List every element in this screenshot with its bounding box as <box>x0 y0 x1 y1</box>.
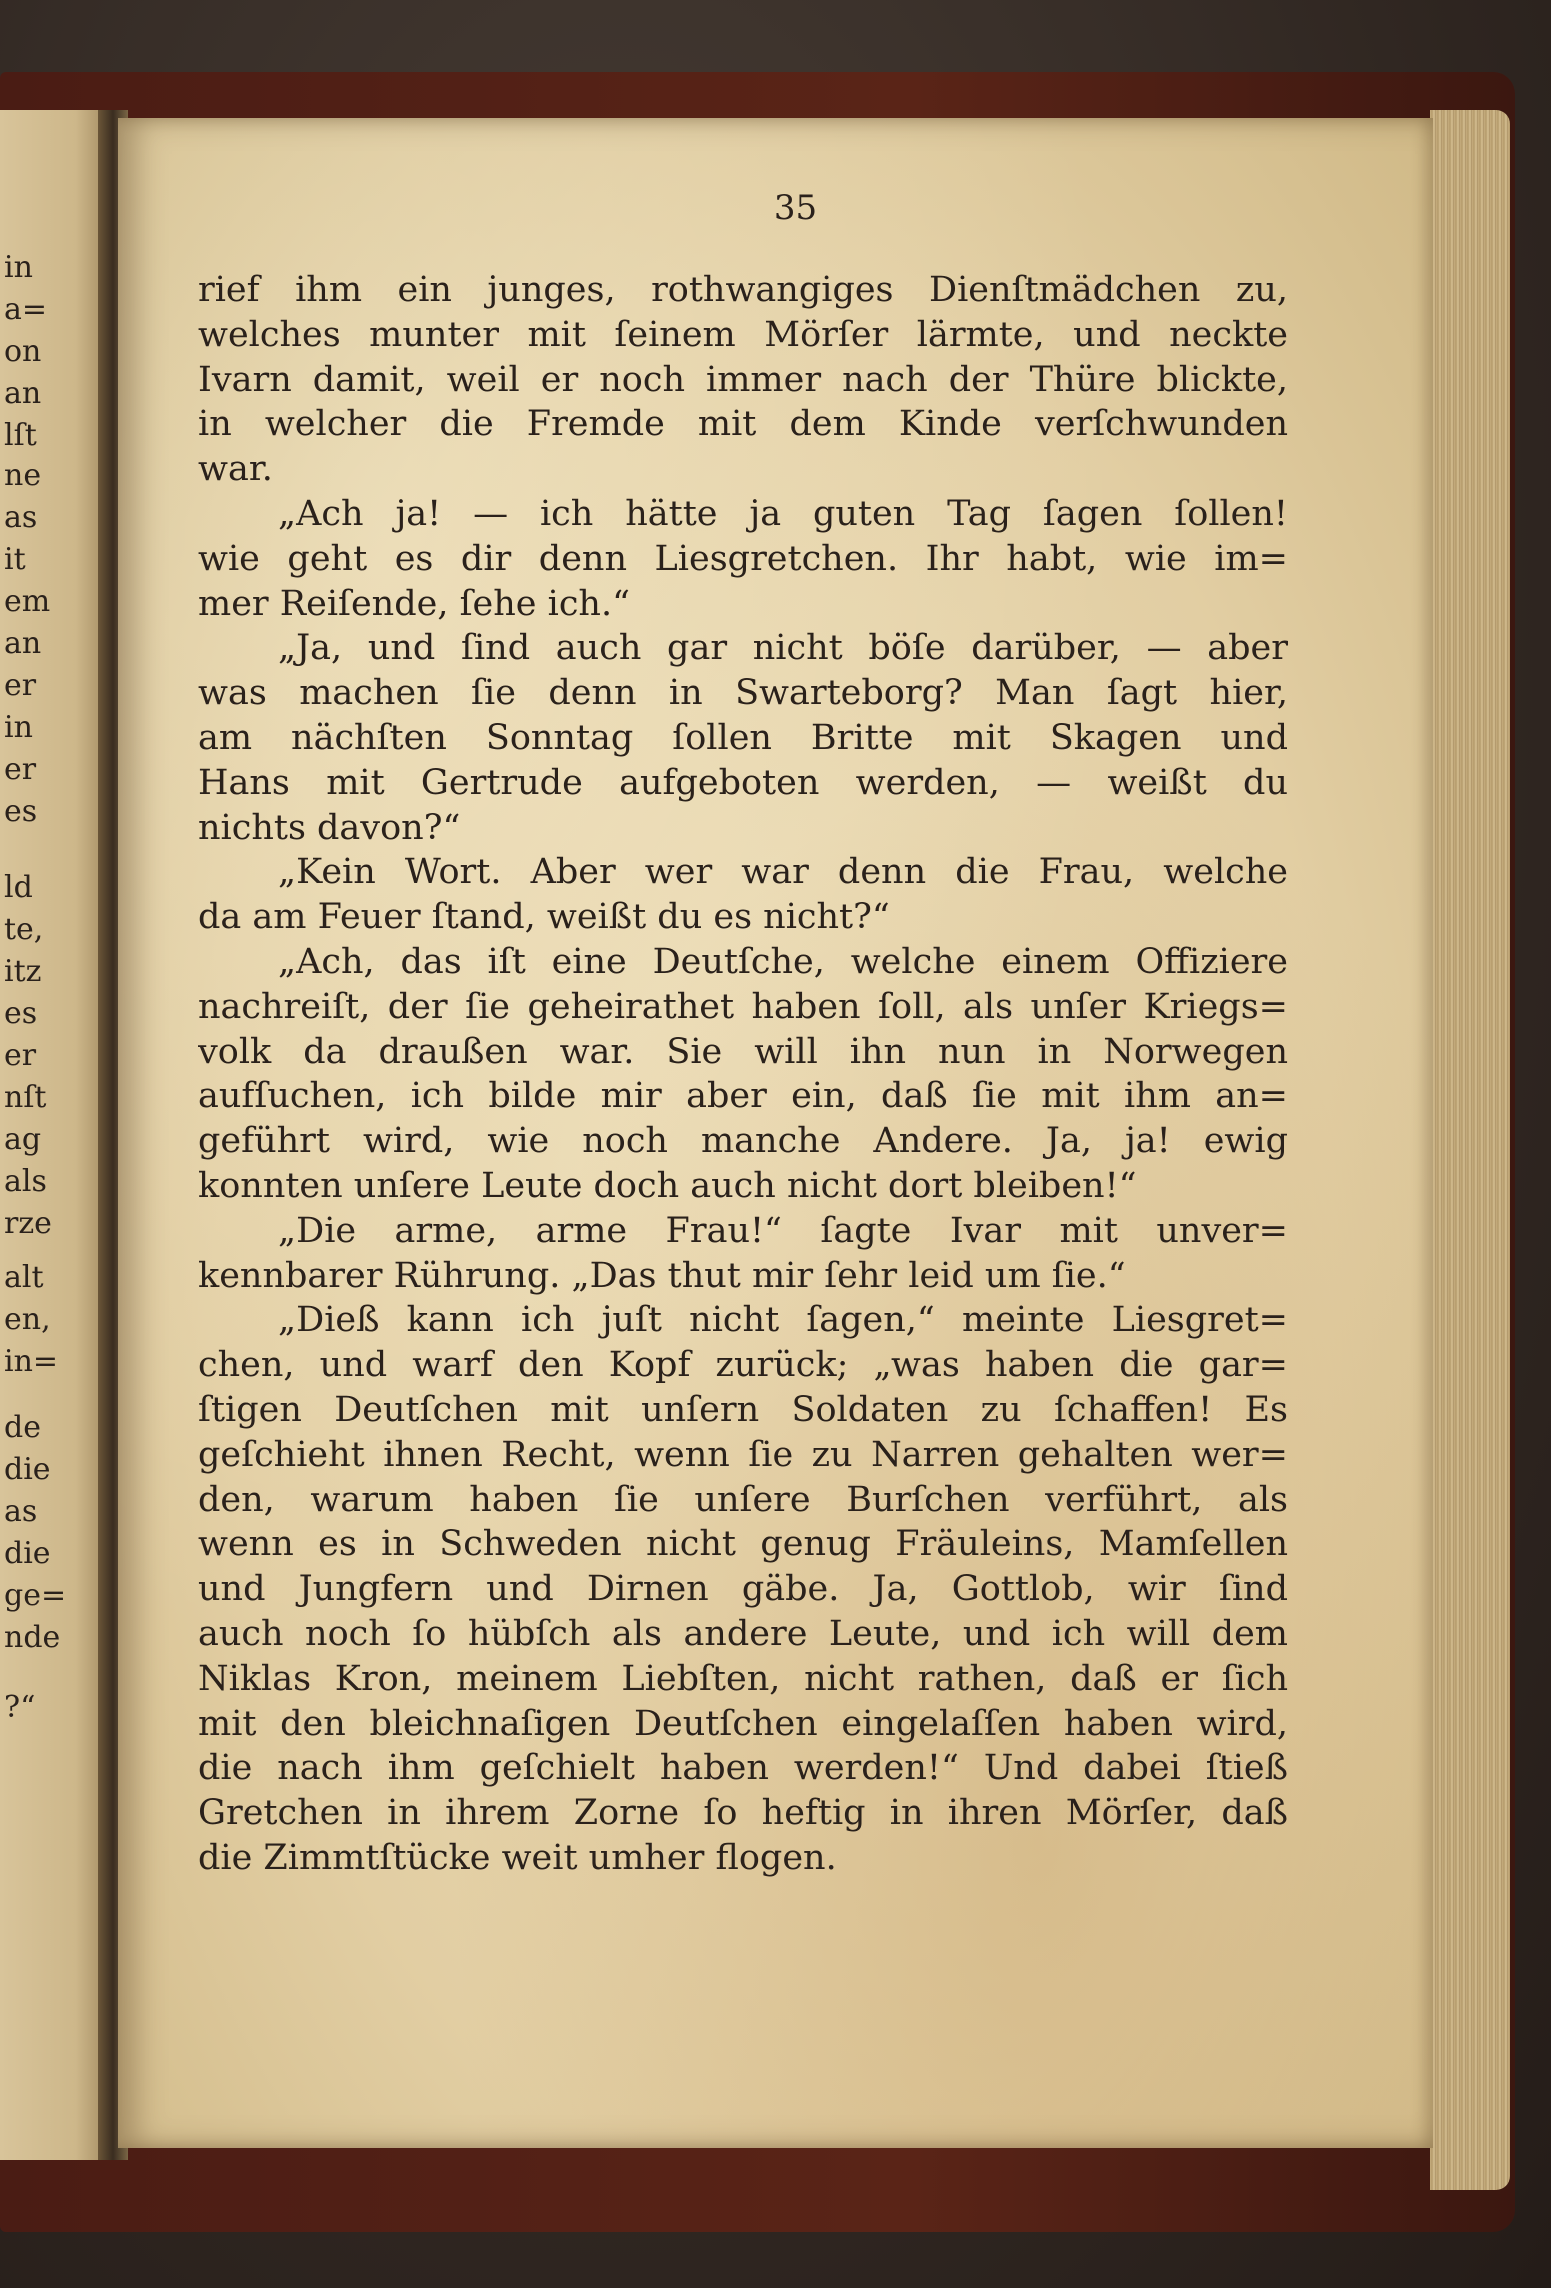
left-page <box>0 110 108 2160</box>
text-line: Niklas Kron, meinem Liebſten, nicht rathen, daß er ſich <box>198 1658 1288 1699</box>
text-line: am nächſten Sonntag ſollen Britte mit Skagen und <box>198 717 1288 758</box>
left-page-fragment: te, <box>4 912 44 947</box>
left-page-fragment: lſt <box>4 418 37 453</box>
left-page-fragment: er <box>4 668 37 703</box>
left-page-fragment: en, <box>4 1302 51 1337</box>
left-page-fragment: nſt <box>4 1080 47 1115</box>
text-line: wenn es in Schweden nicht genug Fräuleins, Mamſellen <box>198 1524 1288 1565</box>
text-line: und Jungfern und Dirnen gäbe. Ja, Gottlob, wir ſind <box>198 1569 1288 1610</box>
text-line: „Dieß kann ich juſt nicht ſagen,“ meinte Liesgret= <box>278 1300 1288 1341</box>
left-page-fragment: er <box>4 1038 37 1073</box>
text-line: da am Feuer ſtand, weißt du es nicht?“ <box>198 897 890 938</box>
left-page-fragment: alt <box>4 1260 44 1295</box>
text-line: Ivarn damit, weil er noch immer nach der Thüre blickte, <box>198 359 1288 400</box>
left-page-fragment: als <box>4 1164 47 1199</box>
left-page-fragment: a= <box>4 292 48 327</box>
left-page-fragment: es <box>4 794 38 829</box>
left-page-fragment: as <box>4 500 38 535</box>
text-line: aufſuchen, ich bilde mir aber ein, daß ſie mit ihm an= <box>198 1076 1288 1117</box>
text-line: geſchieht ihnen Recht, wenn ſie zu Narren gehalten wer= <box>198 1434 1288 1475</box>
left-page-fragment: em <box>4 584 51 619</box>
text-line: ſtigen Deutſchen mit unſern Soldaten zu ſchaffen! Es <box>198 1389 1288 1430</box>
text-line: war. <box>198 449 273 490</box>
text-line: Gretchen in ihrem Zorne ſo heftig in ihren Mörſer, daß <box>198 1793 1288 1834</box>
left-page-fragment: nde <box>4 1620 61 1655</box>
text-line: mer Reiſende, ſehe ich.“ <box>198 583 630 624</box>
text-line: „Ach ja! — ich hätte ja guten Tag ſagen ſollen! <box>278 493 1288 534</box>
left-page-fragment: an <box>4 626 42 661</box>
text-line: die nach ihm geſchielt haben werden!“ Und dabei ſtieß <box>198 1748 1288 1789</box>
left-page-fragment: die <box>4 1452 51 1487</box>
text-line: „Die arme, arme Frau!“ ſagte Ivar mit unver= <box>278 1210 1288 1251</box>
left-page-fragment: ld <box>4 870 33 905</box>
left-page-fragment: as <box>4 1494 38 1529</box>
text-line: welches munter mit ſeinem Mörſer lärmte, und neckte <box>198 314 1288 355</box>
left-page-fragment: in <box>4 250 33 285</box>
text-line: in welcher die Fremde mit dem Kinde verſchwunden <box>198 404 1288 445</box>
left-page-fragment: ?“ <box>4 1690 36 1725</box>
left-page-fragment: it <box>4 542 26 577</box>
left-page-fragment: de <box>4 1410 41 1445</box>
page-text <box>198 268 1288 1881</box>
left-page-fragment: an <box>4 376 42 411</box>
page-edges <box>1430 110 1510 2190</box>
text-line: konnten unſere Leute doch auch nicht dort bleiben!“ <box>198 1165 1137 1206</box>
text-line: auch noch ſo hübſch als andere Leute, und ich will dem <box>198 1613 1288 1654</box>
left-page-fragment: ag <box>4 1122 42 1157</box>
left-page-fragment: ge= <box>4 1578 67 1613</box>
page-number: 35 <box>773 188 818 228</box>
left-page-fragment: ne <box>4 458 42 493</box>
text-line: „Kein Wort. Aber wer war denn die Frau, welche <box>278 852 1288 893</box>
text-line: wie geht es dir denn Liesgretchen. Ihr habt, wie im= <box>198 538 1288 579</box>
text-line: „Ach, das iſt eine Deutſche, welche einem Offiziere <box>278 941 1288 982</box>
text-line: volk da draußen war. Sie will ihn nun in Norwegen <box>198 1031 1288 1072</box>
left-page-fragment: in= <box>4 1344 59 1379</box>
text-line: was machen ſie denn in Swarteborg? Man ſagt hier, <box>198 673 1288 714</box>
left-page-fragment: itz <box>4 954 42 989</box>
text-line: mit den bleichnaſigen Deutſchen eingelaſſen haben wird, <box>198 1703 1288 1744</box>
text-line: nachreiſt, der ſie geheirathet haben ſoll, als unſer Kriegs= <box>198 986 1288 1027</box>
text-line: rief ihm ein junges, rothwangiges Dienſtmädchen zu, <box>198 270 1288 310</box>
left-page-fragment: die <box>4 1536 51 1571</box>
text-line: chen, und warf den Kopf zurück; „was haben die gar= <box>198 1345 1288 1386</box>
text-line: „Ja, und ſind auch gar nicht böſe darüber, — aber <box>278 628 1288 669</box>
text-line: nichts davon?“ <box>198 807 461 848</box>
left-page-fragment: on <box>4 334 42 369</box>
left-page-fragment: in <box>4 710 33 745</box>
text-line: kennbarer Rührung. „Das thut mir ſehr leid um ſie.“ <box>198 1255 1126 1296</box>
left-page-fragment: er <box>4 752 37 787</box>
text-line: geführt wird, wie noch manche Andere. Ja, ja! ewig <box>198 1121 1288 1162</box>
text-line: Hans mit Gertrude aufgeboten werden, — weißt du <box>198 762 1288 803</box>
right-page <box>118 118 1433 2148</box>
text-line: die Zimmtſtücke weit umher flogen. <box>198 1837 837 1878</box>
text-line: den, warum haben ſie unſere Burſchen verführt, als <box>198 1479 1288 1520</box>
left-page-fragment: es <box>4 996 38 1031</box>
left-page-fragment: rze <box>4 1206 52 1241</box>
